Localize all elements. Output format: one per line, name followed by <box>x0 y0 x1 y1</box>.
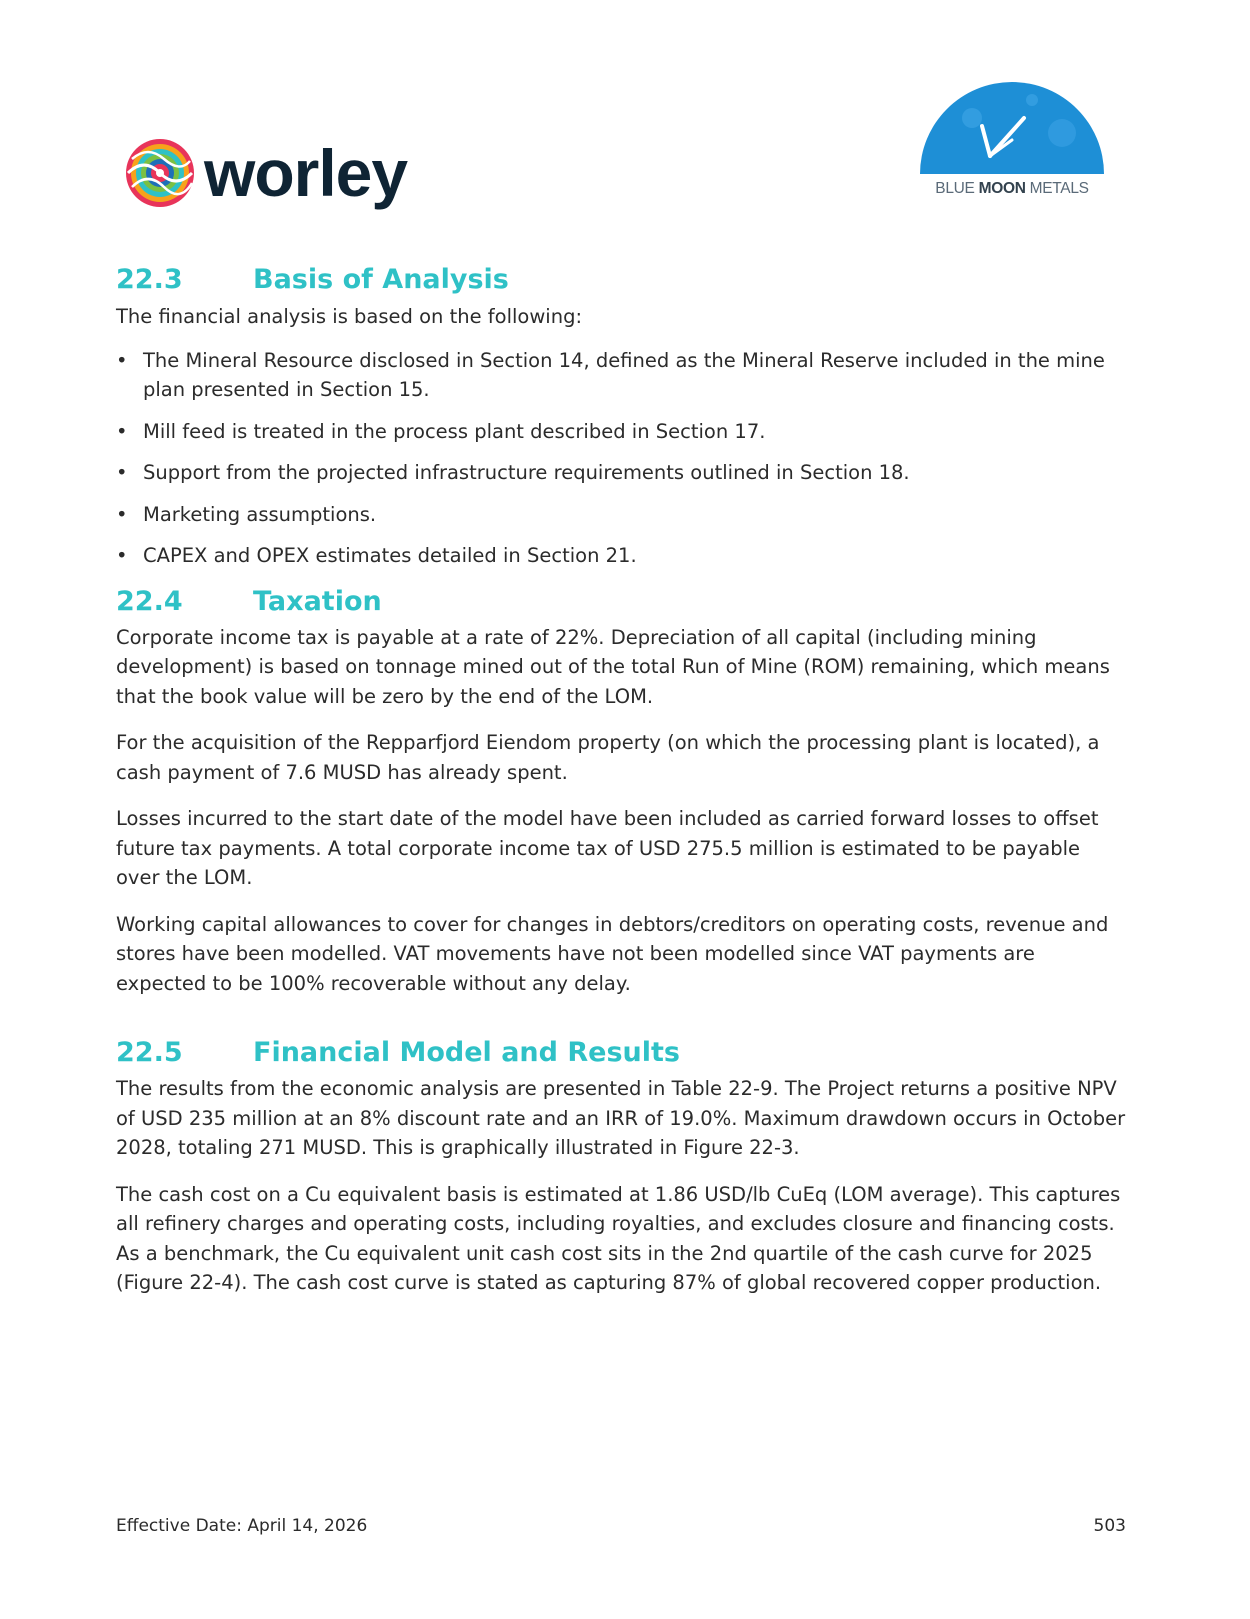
section-basis-of-analysis <box>116 262 1126 571</box>
section-number: 22.3 <box>116 264 183 295</box>
document-body <box>116 262 1126 1298</box>
footer-effective-date: Effective Date: April 14, 2026 <box>116 1516 368 1536</box>
section-number: 22.5 <box>116 1037 183 1068</box>
list-item: • The Mineral Resource disclosed in Section 14, defined as the Mineral Reserve included in the mine plan presented in Section 15. <box>116 346 1126 405</box>
list-item: • CAPEX and OPEX estimates detailed in Section 21. <box>116 541 1126 571</box>
paragraph: The results from the economic analysis are presented in Table 22-9. The Project returns a positive NPV of USD 235 million at an 8% discount rate and an IRR of 19.0%. Maximum drawdown occurs in October 2028, totaling 271 MUSD. This is graphically illustrated in Figure 22-3. <box>116 1077 1126 1159</box>
paragraph: Working capital allowances to cover for changes in debtors/creditors on operating costs, revenue and stores have been modelled. VAT movements have not been modelled since VAT payments are expected to be 100% recoverable without any delay. <box>116 912 1109 995</box>
section-lead-text: The financial analysis is based on the following: <box>116 305 583 328</box>
section-heading <box>116 584 1126 620</box>
section-taxation <box>116 584 1126 999</box>
blue-moon-logo-icon <box>912 78 1112 178</box>
blue-moon-metals-logo <box>912 78 1112 203</box>
section-title: Financial Model and Results <box>253 1037 681 1068</box>
paragraph: Losses incurred to the start date of the model have been included as carried forward losses to offset future tax payments. A total corporate income tax of USD 275.5 million is estimated to be payable over the LOM. <box>116 807 1099 889</box>
worley-logo-text: worley <box>204 136 408 210</box>
section-heading <box>116 262 1126 298</box>
section-heading <box>116 1035 1126 1071</box>
section-title: Basis of Analysis <box>253 264 509 295</box>
footer-page-number: 503 <box>1093 1516 1126 1536</box>
section-number: 22.4 <box>116 585 183 617</box>
paragraph: For the acquisition of the Repparfjord Eiendom property (on which the processing plant is located), a cash payment of 7.6 MUSD has already spent. <box>116 731 1100 784</box>
list-item: • Mill feed is treated in the process plant described in Section 17. <box>116 417 1126 447</box>
section-title: Taxation <box>253 585 382 617</box>
worley-swirl-logo-icon <box>124 137 196 209</box>
section-financial-model <box>116 1035 1126 1298</box>
paragraph: Corporate income tax is payable at a rate of 22%. Depreciation of all capital (including mining development) is based on tonnage mined out of the total Run of Mine (ROM) remaining, which means that the book value will be zero by the end of the LOM. <box>116 625 1110 708</box>
list-item: • Marketing assumptions. <box>116 500 1126 530</box>
list-item: • Support from the projected infrastructure requirements outlined in Section 18. <box>116 458 1126 488</box>
basis-bullet-list <box>116 346 1126 571</box>
paragraph: The cash cost on a Cu equivalent basis is estimated at 1.86 USD/lb CuEq (LOM average). This captures all refinery charges and operating costs, including royalties, and excludes closure and financing costs. As a benchmark, the Cu equivalent unit cash cost sits in the 2nd quartile of the cash curve for 2025 (Figure 22-4). The cash cost curve is stated as capturing 87% of global recovered copper production. <box>116 1182 1121 1294</box>
blue-moon-logo-text: BLUE MOON METALS <box>935 180 1089 197</box>
worley-logo <box>124 133 407 213</box>
